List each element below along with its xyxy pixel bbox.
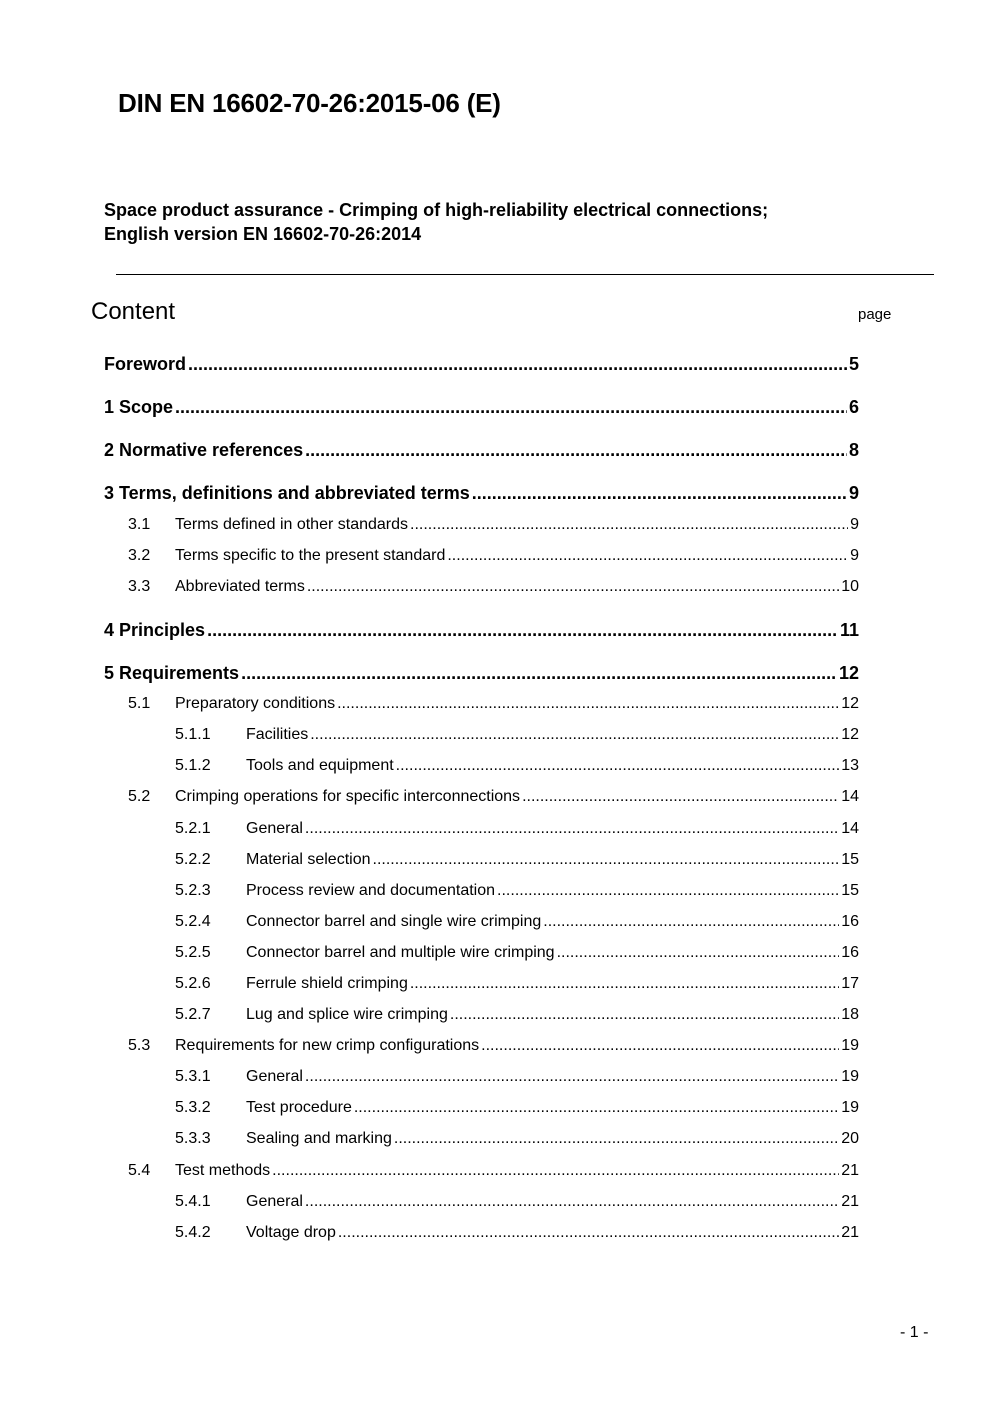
toc-dot-leader bbox=[373, 849, 840, 871]
toc-entry-page: 14 bbox=[841, 820, 859, 837]
toc-entry-page: 19 bbox=[841, 1037, 859, 1054]
toc-entry-title: Principles bbox=[119, 620, 206, 640]
toc-dot-leader bbox=[450, 1004, 839, 1026]
toc-entry[interactable] bbox=[104, 619, 859, 641]
toc-entry-title: Ferrule shield crimping bbox=[246, 975, 408, 992]
toc-entry-number: 3.2 bbox=[128, 547, 151, 564]
toc-dot-leader bbox=[241, 662, 837, 684]
toc-entry-page: 19 bbox=[841, 1068, 859, 1085]
toc-entry[interactable] bbox=[104, 662, 859, 684]
toc-dot-leader bbox=[481, 1035, 839, 1057]
toc-entry-number: 5.2.2 bbox=[175, 851, 211, 868]
toc-dot-leader bbox=[497, 880, 839, 902]
toc-entry[interactable] bbox=[104, 396, 859, 418]
toc-dot-leader bbox=[272, 1160, 839, 1182]
toc-entry-number: 5.1 bbox=[128, 695, 151, 712]
toc-entry[interactable] bbox=[175, 973, 859, 995]
toc-entry-number: 5.4 bbox=[128, 1162, 151, 1179]
page-number: - 1 - bbox=[900, 1324, 929, 1341]
toc-dot-leader bbox=[394, 1128, 839, 1150]
toc-entry-page: 15 bbox=[841, 882, 859, 899]
toc-entry-page: 18 bbox=[841, 1006, 859, 1023]
toc-entry[interactable] bbox=[175, 818, 859, 840]
toc-entry-page: 20 bbox=[841, 1130, 859, 1147]
toc-entry-page: 19 bbox=[841, 1099, 859, 1116]
toc-entry-page: 21 bbox=[841, 1224, 859, 1241]
toc-entry[interactable] bbox=[104, 439, 859, 461]
toc-entry[interactable] bbox=[175, 1222, 859, 1244]
toc-dot-leader bbox=[305, 1066, 839, 1088]
toc-entry[interactable] bbox=[175, 1097, 859, 1119]
toc-dot-leader bbox=[543, 911, 839, 933]
toc-entry-number: 5.3.2 bbox=[175, 1099, 211, 1116]
toc-page-column-label: page bbox=[858, 306, 892, 323]
toc-entry-title: Test methods bbox=[175, 1162, 271, 1179]
toc-dot-leader bbox=[337, 693, 839, 715]
toc-entry-number: 2 bbox=[104, 440, 115, 460]
toc-entry-page: 10 bbox=[841, 578, 859, 595]
toc-entry[interactable] bbox=[175, 724, 859, 746]
toc-dot-leader bbox=[188, 353, 847, 375]
toc-dot-leader bbox=[410, 514, 848, 536]
toc-entry-page: 14 bbox=[841, 788, 859, 805]
toc-entry[interactable] bbox=[128, 786, 859, 808]
toc-entry-page: 11 bbox=[839, 620, 859, 640]
toc-dot-leader bbox=[338, 1222, 839, 1244]
toc-entry-page: 12 bbox=[841, 695, 859, 712]
toc-entry-number: 5.2.1 bbox=[175, 820, 211, 837]
toc-entry-number: 5 bbox=[104, 663, 115, 683]
toc-entry-title: Terms, definitions and abbreviated terms bbox=[119, 483, 470, 503]
toc-entry-title: Tools and equipment bbox=[246, 757, 394, 774]
toc-entry-title: General bbox=[246, 1193, 303, 1210]
toc-entry-number: 5.2.6 bbox=[175, 975, 211, 992]
toc-entry-number: 5.2.4 bbox=[175, 913, 211, 930]
toc-entry[interactable] bbox=[175, 1191, 859, 1213]
toc-entry[interactable] bbox=[175, 849, 859, 871]
toc-entry-title: Terms specific to the present standard bbox=[175, 547, 446, 564]
document-subtitle-line-1: Space product assurance - Crimping of high-reliability electrical connections; bbox=[104, 200, 769, 220]
toc-entry-number: 5.3 bbox=[128, 1037, 151, 1054]
toc-dot-leader bbox=[472, 482, 847, 504]
toc-entry-title: Preparatory conditions bbox=[175, 695, 336, 712]
toc-entry-title: General bbox=[246, 1068, 303, 1085]
toc-entry-title: Foreword bbox=[104, 354, 187, 374]
toc-dot-leader bbox=[207, 619, 838, 641]
toc-entry-page: 9 bbox=[850, 516, 859, 533]
toc-entry[interactable] bbox=[175, 755, 859, 777]
toc-entry-page: 21 bbox=[841, 1193, 859, 1210]
toc-heading: Content bbox=[91, 298, 176, 325]
toc-entry-title: Abbreviated terms bbox=[175, 578, 305, 595]
toc-dot-leader bbox=[305, 439, 847, 461]
toc-entry-page: 5 bbox=[848, 354, 859, 374]
toc-entry-page: 9 bbox=[848, 483, 859, 503]
toc-entry-number: 5.2 bbox=[128, 788, 151, 805]
toc-entry[interactable] bbox=[175, 880, 859, 902]
toc-entry[interactable] bbox=[104, 353, 859, 375]
toc-entry-page: 15 bbox=[841, 851, 859, 868]
toc-entry-page: 17 bbox=[841, 975, 859, 992]
toc-entry-page: 21 bbox=[841, 1162, 859, 1179]
toc-entry-number: 3 bbox=[104, 483, 115, 503]
toc-entry[interactable] bbox=[128, 693, 859, 715]
toc-entry-number: 5.1.1 bbox=[175, 726, 211, 743]
toc-dot-leader bbox=[557, 942, 840, 964]
toc-entry-title: General bbox=[246, 820, 303, 837]
toc-entry-title: Terms defined in other standards bbox=[175, 516, 409, 533]
toc-entry-title: Lug and splice wire crimping bbox=[246, 1006, 448, 1023]
toc-entry-number: 3.3 bbox=[128, 578, 151, 595]
toc-entry-title: Requirements bbox=[119, 663, 240, 683]
toc-entry-page: 16 bbox=[841, 944, 859, 961]
toc-dot-leader bbox=[522, 786, 839, 808]
toc-entry-number: 5.1.2 bbox=[175, 757, 211, 774]
toc-entry[interactable] bbox=[128, 1035, 859, 1057]
toc-entry-page: 8 bbox=[848, 440, 859, 460]
toc-entry-title: Connector barrel and single wire crimping bbox=[246, 913, 542, 930]
toc-entry-number: 4 bbox=[104, 620, 115, 640]
toc-dot-leader bbox=[396, 755, 840, 777]
toc-entry-number: 5.2.7 bbox=[175, 1006, 211, 1023]
toc-entry-number: 5.3.3 bbox=[175, 1130, 211, 1147]
toc-entry-title: Normative references bbox=[119, 440, 304, 460]
toc-entry-number: 5.4.2 bbox=[175, 1224, 211, 1241]
toc-entry-page: 9 bbox=[850, 547, 859, 564]
toc-entry-page: 6 bbox=[848, 397, 859, 417]
toc-entry-title: Voltage drop bbox=[246, 1224, 336, 1241]
toc-entry-title: Crimping operations for specific interconnections bbox=[175, 788, 521, 805]
toc-entry-title: Facilities bbox=[246, 726, 309, 743]
toc-dot-leader bbox=[305, 1191, 839, 1213]
toc-entry-number: 5.2.5 bbox=[175, 944, 211, 961]
toc-entry[interactable] bbox=[128, 545, 859, 567]
toc-dot-leader bbox=[305, 818, 839, 840]
toc-dot-leader bbox=[447, 545, 848, 567]
toc-dot-leader bbox=[310, 724, 839, 746]
toc-entry-title: Process review and documentation bbox=[246, 882, 496, 899]
toc-entry-number: 1 bbox=[104, 397, 115, 417]
toc-entry[interactable] bbox=[175, 1128, 859, 1150]
toc-entry-number: 5.3.1 bbox=[175, 1068, 211, 1085]
toc-dot-leader bbox=[354, 1097, 839, 1119]
toc-entry-page: 12 bbox=[841, 726, 859, 743]
toc-entry-number: 3.1 bbox=[128, 516, 151, 533]
toc-entry[interactable] bbox=[175, 1004, 859, 1026]
document-subtitle-line-2: English version EN 16602-70-26:2014 bbox=[104, 224, 422, 244]
toc-entry[interactable] bbox=[128, 576, 859, 598]
toc-dot-leader bbox=[307, 576, 839, 598]
toc-entry-page: 16 bbox=[841, 913, 859, 930]
toc-entry-title: Connector barrel and multiple wire crimping bbox=[246, 944, 555, 961]
toc-entry-number: 5.4.1 bbox=[175, 1193, 211, 1210]
toc-entry-number: 5.2.3 bbox=[175, 882, 211, 899]
toc-entry[interactable] bbox=[175, 1066, 859, 1088]
toc-entry[interactable] bbox=[128, 1160, 859, 1182]
document-title: DIN EN 16602-70-26:2015-06 (E) bbox=[118, 88, 501, 118]
toc-entry-title: Requirements for new crimp configurations bbox=[175, 1037, 480, 1054]
toc-entry[interactable] bbox=[104, 482, 859, 504]
toc-dot-leader bbox=[410, 973, 839, 995]
toc-entry[interactable] bbox=[175, 942, 859, 964]
toc-entry[interactable] bbox=[175, 911, 859, 933]
toc-entry-title: Scope bbox=[119, 397, 174, 417]
toc-entry-title: Test procedure bbox=[246, 1099, 352, 1116]
toc-entry-page: 13 bbox=[841, 757, 859, 774]
toc-entry-title: Material selection bbox=[246, 851, 371, 868]
toc-entry-page: 12 bbox=[838, 663, 859, 683]
toc-dot-leader bbox=[175, 396, 847, 418]
horizontal-rule bbox=[116, 274, 934, 275]
toc-entry[interactable] bbox=[128, 514, 859, 536]
toc-entry-title: Sealing and marking bbox=[246, 1130, 392, 1147]
